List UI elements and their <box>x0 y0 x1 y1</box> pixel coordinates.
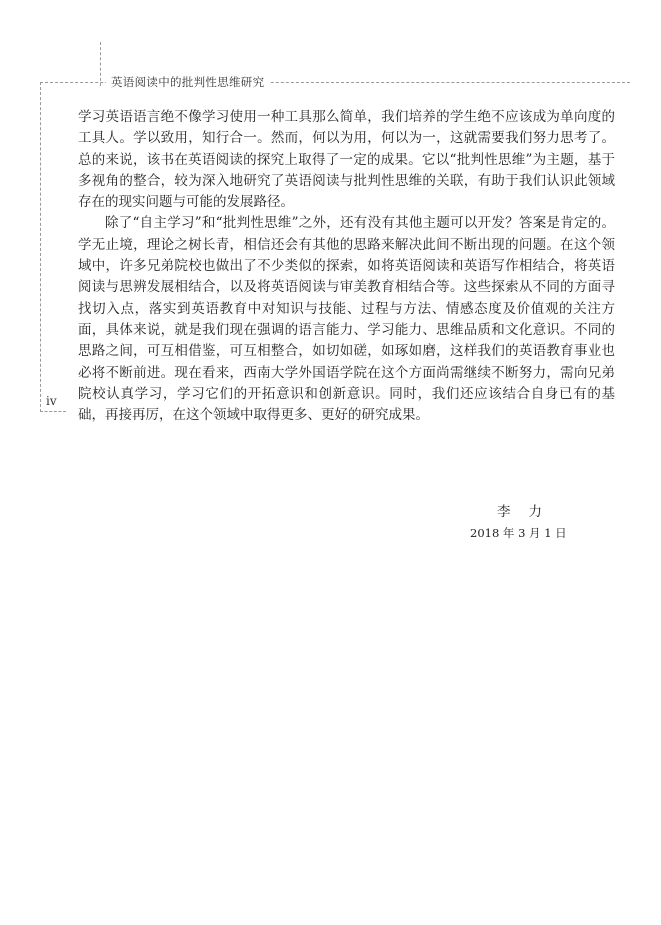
paragraph-2: 除了“自主学习”和“批判性思维”之外，还有没有其他主题可以开发？答案是肯定的。学无止境，理论之树长青，相信还会有其他的思路来解决此间不断出现的问题。在这个领域中，许多兄弟院校也做出了不少类似的探索，如将英语阅读和英语写作相结合，将英语阅读与思辨发展相结合，以及将英语阅读与审美教育相结合等。这些探索从不同的方面寻找切入点，落实到英语教育中对知识与技能、过程与方法、情感态度及价值观的关注方面，具体来说，就是我们现在强调的语言能力、学习能力、思维品质和文化意识。不同的思路之间，可互相借鉴，可互相整合，如切如磋，如琢如磨，这样我们的英语教育事业也必将不断前进。现在看来，西南大学外国语学院在这个方面尚需继续不断努力，需向兄弟院校认真学习，学习它们的开拓意识和创新意识。同时，我们还应该结合自身已有的基础，再接再厉，在这个领域中取得更多、更好的研究成果。 <box>78 215 615 424</box>
paragraph-1: 学习英语语言绝不像学习使用一种工具那么简单，我们培养的学生绝不应该成为单向度的工具人。学以致用，知行合一。然而，何以为用，何以为一，这就需要我们努力思考了。总的来说，该书在英语阅读的探究上取得了一定的成果。它以“批判性思维”为主题，基于多视角的整合，较为深入地研究了英语阅读与批判性思维的关联，有助于我们认识此领域存在的现实问题与可能的发展路径。 <box>78 109 615 211</box>
page-number-rule <box>40 411 66 412</box>
page-number: iv <box>46 394 57 408</box>
margin-rule <box>40 82 41 412</box>
body-text <box>78 107 615 426</box>
running-header: 英语阅读中的批判性思维研究 <box>106 74 269 90</box>
signature-date: 2018 年 3 月 1 日 <box>470 526 567 540</box>
signature-name: 李力 <box>497 504 560 520</box>
header-rule-vertical <box>100 42 101 86</box>
